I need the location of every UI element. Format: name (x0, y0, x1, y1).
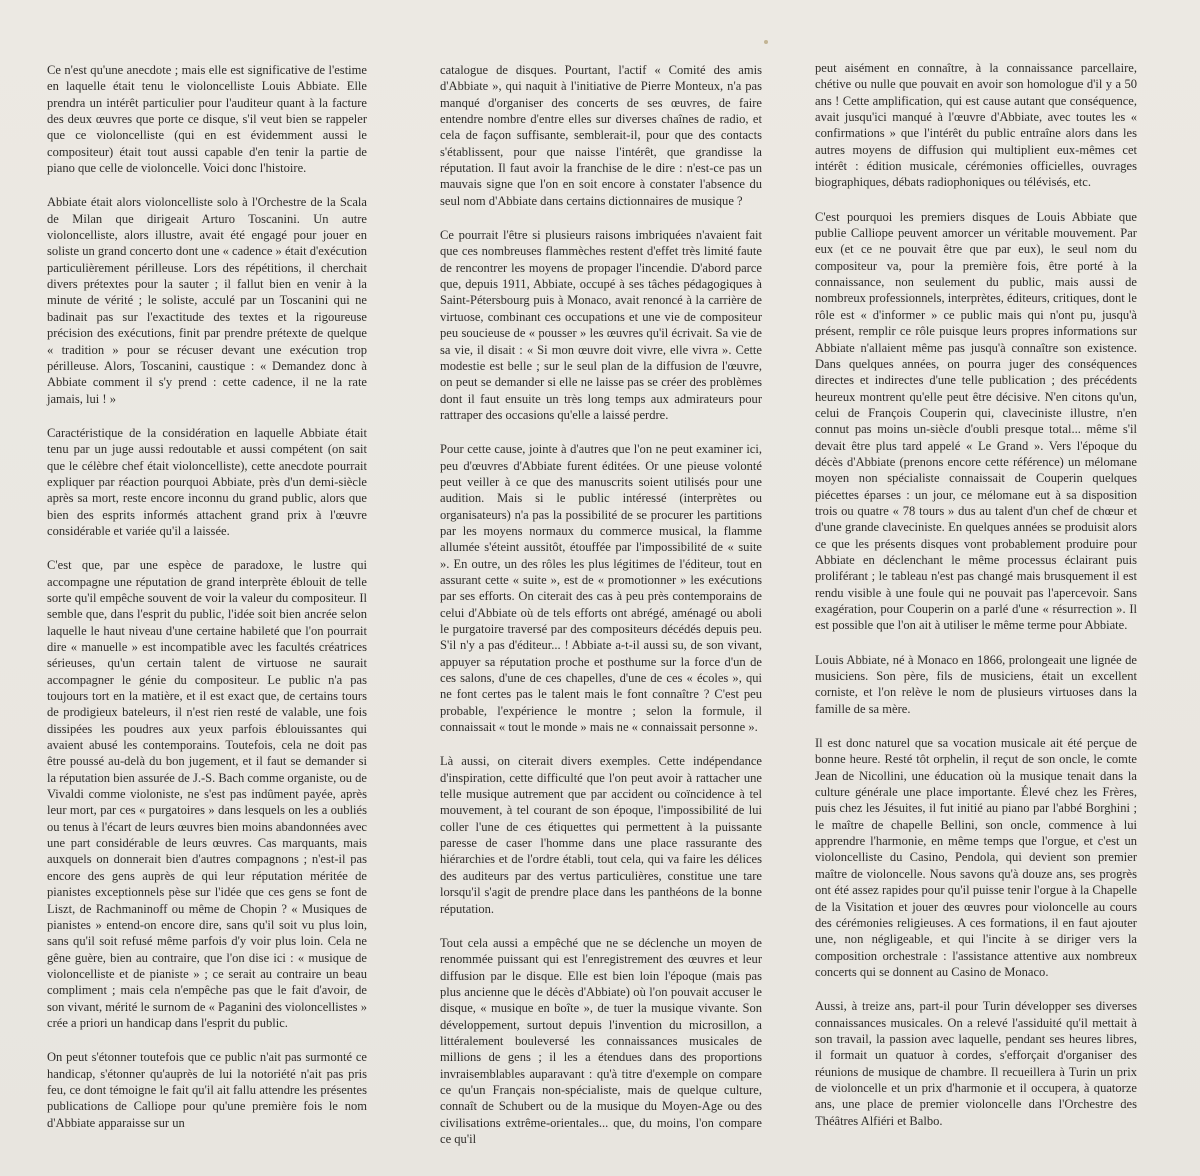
paragraph: C'est pourquoi les premiers disques de Louis Abbiate que publie Calliope peuvent amorcer un véritable mouvement. Par eux (et ce ne pouvait être que par eux), le seul nom du compositeur va, pour la première fois, être porté à la connaissance, non seulement du public, mais aussi de nombreux professionnels, interprètes, éditeurs, critiques, dont le rôle est « d'informer » ce public mais qui n'ont pu, jusqu'à présent, remplir ce rôle puisque leurs propres informations sur Abbiate n'allaient même pas jusqu'à connaître son existence. Dans quelques années, on pourra juger des conséquences directes et indirectes d'une telle publication ; des précédents heureux montrent qu'elle peut être décisive. N'en citons qu'un, celui de François Couperin qui, claveciniste illustre, n'en connut pas moins un-siècle d'oubli presque total... même s'il devait être plus tard appelé « Le Grand ». Vers l'époque du décès d'Abbiate (prenons encore cette référence) un mélomane moyen non spécialiste connaissait de Couperin quelques piécettes éparses : un jour, ce mélomane eut à sa disposition trois ou quatre « 78 tours » dus au talent d'un chef de chœur et d'une grande claveciniste. En quelques années se produisit alors ce que les présents disques vont probablement produire pour Abbiate en déclenchant le même processus éclairant puis proliférant ; le tableau n'est pas changé mais brusquement il est rendu visible à une foule qui ne pouvait pas l'apercevoir. Sans exagération, pour Couperin on a parlé d'une « résurrection ». Il est possible que l'on ait à utiliser le même terme pour Abbiate. (815, 209, 1137, 633)
paragraph: peut aisément en connaître, à la connaissance parcellaire, chétive ou nulle que pouvait en avoir son homologue d'il y a 50 ans ! Cette amplification, qui est cause autant que conséquence, avait jusqu'ici manqué à l'œuvre d'Abbiate, avec toutes les « confirmations » que l'intérêt du public entraîne alors dans les autres moyens de diffusion qui multiplient eux-mêmes cet intérêt : édition musicale, cérémonies officielles, ouvrages biographiques, débats radiophoniques ou télévisés, etc. (815, 61, 1137, 190)
paragraph: Abbiate était alors violoncelliste solo à l'Orchestre de la Scala de Milan que dirigeait Arturo Toscanini. Un autre violoncelliste, alors illustre, avait été engagé pour jouer en soliste un grand concerto dont une « cadence » était d'exécution particulièrement périlleuse. Lors des répétitions, il cherchait divers prétextes pour la sauter ; il fallut bien en venir à la minute de vérité ; le soliste, acculé par un Toscanini qui ne badinait pas sur l'exactitude des textes et la rigoureuse précision des exécutions, finit par prendre prétexte de quelque « tradition » pour se récuser devant une exécution trop périlleuse. Alors, Toscanini, caustique : « Demandez donc à Abbiate comment il s'y prend : cette cadence, il ne la rate jamais, lui ! » (47, 195, 368, 406)
paragraph: On peut s'étonner toutefois que ce public n'ait pas surmonté ce handicap, s'étonner qu'auprès de lui la notoriété n'ait pas pris feu, ce dont témoigne le fait qu'il ait fallu attendre les présentes publications de Calliope pour qu'une première fois le nom d'Abbiate apparaisse sur un (47, 1050, 367, 1130)
paper-speck (764, 40, 768, 44)
text-column-2 (440, 62, 762, 1165)
paragraph: Louis Abbiate, né à Monaco en 1866, prolongeait une lignée de musiciens. Son père, fils de musiciens, était un excellent corniste, et l'on relève le nom de plusieurs virtuoses dans la famille de sa mère. (815, 652, 1137, 716)
text-column-1 (47, 62, 367, 1149)
paragraph: catalogue de disques. Pourtant, l'actif « Comité des amis d'Abbiate », qui naquit à l'initiative de Pierre Monteux, n'a pas manqué d'organiser des concerts de ses œuvres, de faire entendre nombre d'entre elles sur diverses chaînes de radio, et cela de façon suffisante, semblerait-il, pour que des contacts s'établissent, pour que naisse l'intérêt, que grandisse la réputation. Il faut avoir la franchise de le dire : n'est-ce pas un mauvais signe que l'on en soit encore à constater l'absence du seul nom d'Abbiate dans certains dictionnaires de musique ? (440, 63, 762, 208)
paragraph: Il est donc naturel que sa vocation musicale ait été perçue de bonne heure. Resté tôt orphelin, il reçut de son oncle, le comte Jean de Nicollini, une éducation où la musique tenait dans la culture générale une place importante. Élevé chez les Frères, puis chez les Jésuites, il fut initié au piano par l'abbé Borghini ; le maître de chapelle Bellini, son oncle, commence à lui apprendre l'harmonie, en même temps que l'orgue, et c'est un violoncelliste du Casino, Pendola, qui devient son premier maître de violoncelle. Nous savons qu'à douze ans, ses progrès ont été assez rapides pour qu'il puisse tenir l'orgue à la Chapelle de la Visitation et jouer des œuvres pour violoncelle au cours des cérémonies religieuses. A ces formations, il en faut ajouter une, non négligeable, et qui l'incite à se diriger vers la composition orchestrale : l'assistance attentive aux nombreux concerts qui se donnent au Casino de Monaco. (815, 736, 1137, 979)
paragraph: Caractéristique de la considération en laquelle Abbiate était tenu par un juge aussi redoutable et aussi compétent (on sait que le célèbre chef était violoncelliste), cette anecdote pourrait expliquer par réaction pourquoi Abbiate, près d'un demi-siècle après sa mort, reste encore inconnu du grand public, alors que bien des esprits informés attachent grand prix à l'œuvre considérable et variée qu'il a laissée. (47, 425, 367, 538)
paragraph: Ce n'est qu'une anecdote ; mais elle est significative de l'estime en laquelle était tenu le violoncelliste Louis Abbiate. Elle prendra un intérêt particulier pour l'auditeur quant à la facture des deux œuvres que porte ce disque, s'il veut bien se rappeler que ce violoncelliste (qui en est évidemment aussi le compositeur) était tout aussi capable d'en tenir la partie de piano que celle de violoncelle. Voici donc l'histoire. (47, 63, 367, 176)
paragraph: Là aussi, on citerait divers exemples. Cette indépendance d'inspiration, cette difficulté que l'on peut avoir à rattacher une telle musique autrement que par accident ou coïncidence à tel mouvement, à tel courant de son époque, l'impossibilité de lui coller l'une de ces étiquettes qui permettent à la puissante paresse de caser l'homme dans une place rassurante des hiérarchies et de l'ordre établi, tout cela, qui va faire les délices des auditeurs par des vertus particulières, constitue une tare lorsqu'il s'agit de prendre place dans les panthéons de la bonne réputation. (440, 754, 762, 916)
paragraph: Pour cette cause, jointe à d'autres que l'on ne peut examiner ici, peu d'œuvres d'Abbiate furent éditées. Or une pieuse volonté peut veiller à ce que des manuscrits soient utilisés pour une audition. Mais si le public intéressé (interprètes ou organisateurs) n'a pas la possibilité de se procurer les partitions par les moyens normaux du commerce musical, la flamme allumée s'éteint aussitôt, étouffée par l'impossibilité de « suite ». En outre, un des rôles les plus légitimes de l'éditeur, tout en assurant cette « suite », est de « promotionner » les exécutions par ses efforts. On citerait des cas à peu près contemporains de celui d'Abbiate où de tels efforts ont abrégé, aménagé ou aboli le purgatoire traversé par des compositeurs décédés depuis peu. S'il n'y a pas d'éditeur... ! Abbiate a-t-il aussi su, de son vivant, appuyer sa réputation proche et posthume sur la force d'un de ces salons, d'une de ces chapelles, d'une de ces « écoles », qui ne font certes pas le talent mais le font connaître ? C'est peu probable, l'expérience le montre ; selon la formule, il connaissait « tout le monde » mais ne « connaissait personne ». (440, 442, 762, 735)
paragraph: Aussi, à treize ans, part-il pour Turin développer ses diverses connaissances musicales. On a relevé l'assiduité qu'il mettait à son travail, la passion avec laquelle, pendant ses heures libres, il formait un quatuor à cordes, s'efforçait d'organiser des réunions de musique de chambre. Il recueillera à Turin un prix de violoncelle et un prix d'harmonie et il occupera, à quatorze ans, une place de premier violoncelle dans l'Orchestre des Théâtres Alfiéri et Balbo. (815, 999, 1137, 1128)
paragraph: Ce pourrait l'être si plusieurs raisons imbriquées n'avaient fait que ces nombreuses flammèches restent d'effet très limité faute de rencontrer les moyens de propager l'incendie. D'abord parce que, depuis 1911, Abbiate, occupé à ses tâches pédagogiques à Saint-Pétersbourg puis à Monaco, avait renoncé à la carrière de virtuose, combinant ces occupations et une vie de compositeur peu soucieuse de « pousser » les œuvres qu'il écrivait. Sa vie de sa vie, il disait : « Si mon œuvre doit vivre, elle vivra ». Cette modestie est belle ; sur le seul plan de la diffusion de l'œuvre, on peut se demander si elle ne laisse pas se créer des problèmes dont il faut ensuite un très long temps aux admirateurs pour rattraper des occasions qu'elle a laissé perdre. (440, 228, 762, 422)
text-column-3 (815, 60, 1137, 1147)
paragraph: Tout cela aussi a empêché que ne se déclenche un moyen de renommée puissant qui est l'enregistrement des œuvres et leur diffusion par le disque. Elle est bien loin l'époque (mais pas plus ancienne que le décès d'Abbiate) où l'on pouvait accuser le disque, « musique en boîte », de tuer la musique vivante. Son développement, surtout depuis l'invention du microsillon, a littéralement bouleversé les connaissances musicales de millions de gens ; il les a étendues dans des proportions invraisemblables auparavant : qu'à titre d'exemple on compare ce qu'un Français non-spécialiste, mais de quelque culture, connaît de Schubert ou de la musique du Moyen-Age ou des civilisations extrême-orientales... que, du moins, l'on compare ce qu'il (440, 935, 762, 1146)
paragraph: C'est que, par une espèce de paradoxe, le lustre qui accompagne une réputation de grand interprète éblouit de telle sorte qu'il empêche souvent de voir la valeur du compositeur. Il semble que, dans l'esprit du public, l'idée soit bien ancrée selon laquelle le haut niveau d'une certaine habileté que l'on pourrait dire « manuelle » est incompatible avec les facultés créatrices sérieuses, qu'un certain talent de virtuose ne saurait accompagner le génie du compositeur. Le public n'a pas toujours tort en la matière, et il est exact que, de certains tours de prodigieux bateleurs, il n'est rien resté de valable, une fois dissipées les poudres aux yeux parfois éblouissantes qui avaient abusé les contemporains. Toutefois, cela ne doit pas être poussé au-delà du bon jugement, et il faut se demander si la réputation bien assurée de J.-S. Bach comme organiste, ou de Vivaldi comme violoniste, ne s'est pas indûment payée, après leur mort, par ces « purgatoires » dans lesquels on les a oubliés ou tenus à l'écart de leurs œuvres bien moins abandonnées avec une part considérable de leurs œuvres. Cas marquants, mais auxquels on donnerait bien d'autres compagnons ; n'est-il pas encore des gens auprès de qui leur réputation méritée de pianistes exceptionnels pèse sur l'idée que ces gens se font de Liszt, de Rachmaninoff ou même de Chopin ? « Musiques de pianistes » entend-on encore dire, sans qu'il soit vu plus loin, sans qu'il soit refusé même parfois d'y voir plus loin. Cela ne gêne guère, bien au contraire, que l'on dise ici : « musique de violoncelliste et de pianiste » ; ce serait au contraire un beau compliment ; mais cela n'empêche pas que le fait d'avoir, de son vivant, mérité le surnom de « Paganini des violoncellistes » crée a priori un handicap dans l'esprit du public. (47, 558, 367, 1030)
